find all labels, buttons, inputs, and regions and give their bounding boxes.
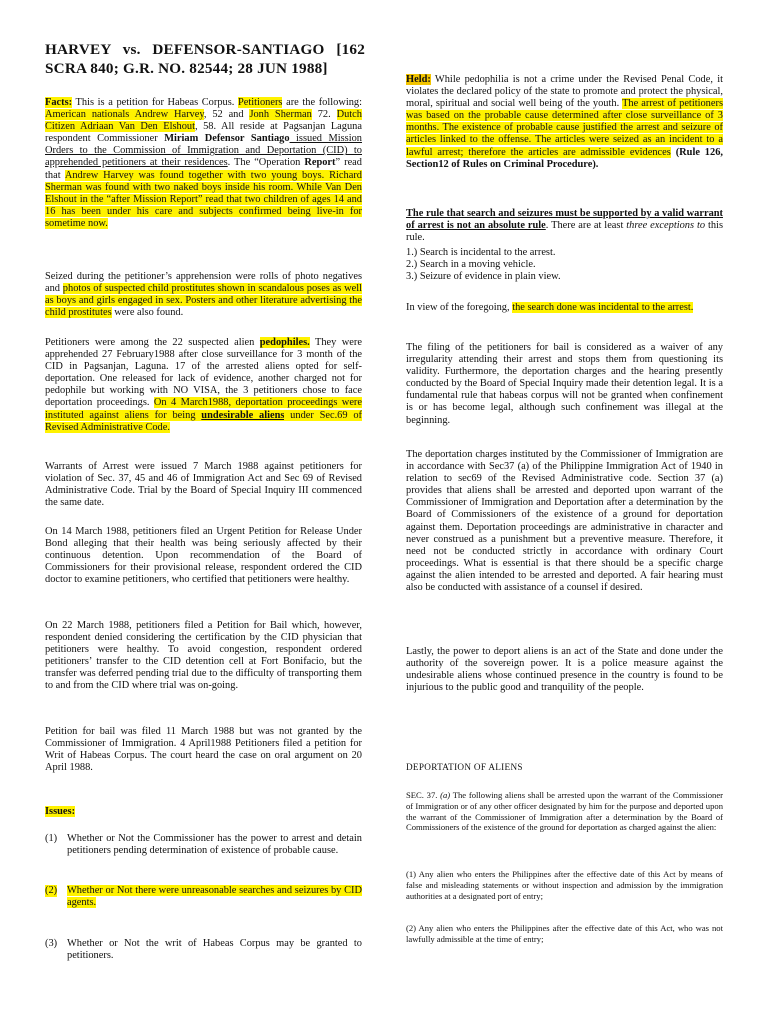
alien-clause-2: (2) Any alien who enters the Philippines after the effective date of this Act, who was not lawfully admissible at the time of entry; <box>406 923 723 944</box>
list-item: 1.) Search is incidental to the arrest. <box>406 247 556 258</box>
facts-highlight-end: Andrew Harvey was found together with two young boys. Richard Sherman was found with two naked boys inside his room. While Van Den Elshout in the “after Mission Report” read that two children of ages 14 and 16 has been under his care and subjects confirmed being live-in for sometime now. <box>45 169 362 229</box>
issue-3: (3) Whether or Not the writ of Habeas Corpus may be granted to petitioners. <box>45 938 362 962</box>
deportation-heading: DEPORTATION OF ALIENS <box>406 762 523 772</box>
list-item: 3.) Seizure of evidence in plain view. <box>406 271 561 283</box>
exceptions-list <box>406 247 723 283</box>
bail-22-march-paragraph: On 22 March 1988, petitioners filed a Petition for Bail which, however, respondent denied considering the certification by the CID physician that petitioners were healthy. To avoid congestion, respondent ordered petitioners’ transfer to the CID detention cell at Fort Bonifacio, but the transfer was deferred pending trial due to the difficulty of transporting them to and from the CID where trial was on-going. <box>45 620 362 692</box>
list-item: 2.) Search in a moving vehicle. <box>406 259 536 271</box>
search-rule-paragraph: The rule that search and seizures must be supported by a valid warrant of arrest is not an absolute rule. There are at least three exceptions to this rule. <box>406 208 723 244</box>
page-title: HARVEY vs. DEFENSOR-SANTIAGO [162 SCRA 840; G.R. NO. 82544; 28 JUN 1988] <box>45 41 365 77</box>
issue-2: (2) Whether or Not there were unreasonable searches and seizures by CID agents. <box>45 885 362 909</box>
held-paragraph: Held: While pedophilia is not a crime under the Revised Penal Code, it violates the declared policy of the state to promote and protect the physical, moral, spiritual and social well being of the youth. The arrest of petitioners was based on the probable cause determined after close surveillance of 3 months. The existence of probable cause justified the arrest and seizure of articles linked to the offense. The articles were seized as an incident to a lawful arrest; therefore the articles are admissible evidences (Rule 126, Section12 of Rules on Criminal Procedure). <box>406 74 723 170</box>
suspects-paragraph: Petitioners were among the 22 suspected alien pedophiles. They were apprehended 27 February1988 after close surveillance for 3 month of the CID in Pagsanjan, Laguna. 17 of the arrested aliens opted for self-deportation. One released for lack of evidence, another charged not for pedophile but working with NO VISA, the 3 petitioners chose to face deportation proceedings. On 4 March1988, deportation proceedings were instituted against aliens for being undesirable aliens under Sec.69 of Revised Administrative Code. <box>45 337 362 433</box>
issue-1: (1) Whether or Not the Commissioner has the power to arrest and detain petitioners pending determination of existence of probable cause. <box>45 833 362 857</box>
lastly-paragraph: Lastly, the power to deport aliens is an act of the State and done under the authority of the sovereign power. It is a police measure against the undesirable aliens whose continued presence in the country is found to be injurious to the public good and tranquility of the people. <box>406 646 723 694</box>
sec37-paragraph: SEC. 37. (a) The following aliens shall be arrested upon the warrant of the Commissioner of Immigration or of any other officer designated by him for the purpose and deported upon the warrant of the Commissioner of Immigration after a determination by the Board of Commissioners of the existence of the ground for deportation as charged against the alien: <box>406 790 723 833</box>
filing-paragraph: The filing of the petitioners for bail is considered as a waiver of any irregularity attending their arrest and stops them from questioning its validity. Furthermore, the deportation charges and the hearing presently conducted by the Board of Special Inquiry made their detention legal. It is a fundamental rule that habeas corpus will not be granted when confinement is or has become legal, although such confinement was illegal at the beginning. <box>406 342 723 426</box>
urgent-petition-paragraph: On 14 March 1988, petitioners filed an Urgent Petition for Release Under Bond alleging that their health was being seriously affected by their continuous detention. Upon recommendation of the Board of Commissioners for their provisional release, respondent ordered the CID doctor to examine petitioners, who certified that petitioners were healthy. <box>45 526 362 586</box>
issues-label: Issues: <box>45 806 76 817</box>
held-label: Held: <box>406 74 431 85</box>
facts-label: Facts: <box>45 97 73 108</box>
warrants-paragraph: Warrants of Arrest were issued 7 March 1988 against petitioners for violation of Sec. 37, 45 and 46 of Immigration Act and Sec 69 of Revised Administrative Code. Trial by the Board of Special Inquiry III commenced the same date. <box>45 461 362 509</box>
seized-paragraph: Seized during the petitioner’s apprehension were rolls of photo negatives and photos of suspected child prostitutes shown in scandalous poses as well as boys and girls engaged in sex. Posters and other literature advertising the child prostitutes were also found. <box>45 271 362 319</box>
in-view-paragraph: In view of the foregoing, the search done was incidental to the arrest. <box>406 302 694 313</box>
facts-paragraph: Facts: This is a petition for Habeas Corpus. Petitioners are the following: American nationals Andrew Harvey, 52 and Jonh Sherman 72. Dutch Citizen Adriaan Van Den Elshout, 58. All reside at Pagsanjan Laguna respondent Commissioner Miriam Defensor Santiago issued Mission Orders to the Commission of Immigration and Deportation (CID) to apprehended petitioners at their residences. The “Operation Report” read that Andrew Harvey was found together with two young boys. Richard Sherman was found with two naked boys inside his room. While Van Den Elshout in the “after Mission Report” read that two children of ages 14 and 16 has been under his care and subjects confirmed being live-in for sometime now. <box>45 97 362 229</box>
alien-clause-1: (1) Any alien who enters the Philippines after the effective date of this Act by means of false and misleading statements or without inspection and admission by the immigration authorities at a designated port of entry; <box>406 869 723 901</box>
bail-11-march-paragraph: Petition for bail was filed 11 March 1988 but was not granted by the Commissioner of Immigration. 4 April1988 Petitioners filed a petition for Writ of Habeas Corpus. The court heard the case on oral argument on 20 April 1988. <box>45 726 362 774</box>
deportation-charges-paragraph: The deportation charges instituted by the Commissioner of Immigration are in accordance with Sec37 (a) of the Philippine Immigration Act of 1940 in relation to sec69 of the Revised Administrative code. Section 37 (a) provides that aliens shall be arrested and deported upon warrant of the Commissioner of Immigration and Deportation after a determination by the Board of Commissioners of the existence of a ground for deportation against them. Deportation proceedings are administrative in character and never construed as a punishment but a preventive measure. Therefore, it need not be conducted strictly in accordance with ordinary Court proceedings. What is essential is that there should be a specific charge against the alien intended to be arrested and deported. A fair hearing must also be conducted with assistance of a counsel if desired. <box>406 449 723 594</box>
